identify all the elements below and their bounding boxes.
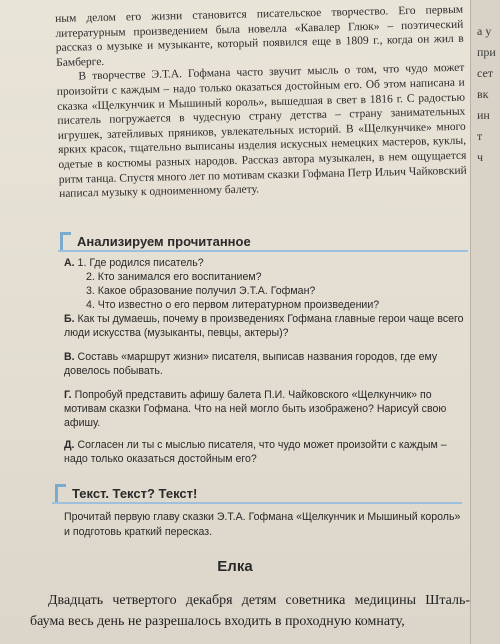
facing-page-edge <box>470 0 500 644</box>
question-b <box>64 312 464 340</box>
section-title: Текст. Текст? Текст! <box>72 486 198 501</box>
question-letter: А. <box>64 257 75 269</box>
section-bracket-icon <box>55 484 66 503</box>
question-a2: 2. Кто занимался его воспитанием? <box>86 271 262 283</box>
section-heading-analysis <box>60 232 460 251</box>
section-bracket-icon <box>60 232 71 251</box>
edge-fragment: при <box>477 45 496 59</box>
question-letter: Г. <box>64 389 72 401</box>
reading-task: Прочитай первую главу сказки Э.Т.А. Гофмана «Щелкунчик и Мышиный король» и подготовь краткий пересказ. <box>64 511 461 538</box>
edge-fragment: вк <box>477 87 489 101</box>
question-a <box>64 256 464 312</box>
question-letter: Д. <box>64 439 75 451</box>
question-letter: Б. <box>64 313 75 325</box>
question-a4: 4. Что известно о его первом литературном произведении? <box>86 299 380 311</box>
edge-fragment: т <box>477 129 483 143</box>
section-divider <box>58 250 468 252</box>
question-d-text: Согласен ли ты с мыслью писателя, что чудо может произойти с каждым – надо только оказаться достойным его? <box>64 439 447 465</box>
question-letter: В. <box>64 351 75 363</box>
section-heading-text <box>55 484 455 503</box>
question-v-text: Составь «маршрут жизни» писателя, выписав названия городов, где ему довелось побывать. <box>64 351 438 377</box>
question-a3: 3. Какое образование получил Э.Т.А. Гофман? <box>86 285 316 297</box>
section-divider <box>52 502 462 504</box>
question-v <box>64 350 464 378</box>
question-g <box>64 388 464 430</box>
question-g-text: Попробуй представить афишу балета П.И. Чайковского «Щелкунчик» по мотивам сказки Гофмана. Что на ней могло быть изображено? Нарисуй свою афишу. <box>64 389 447 429</box>
intro-paragraph-2: В творчестве Э.Т.А. Гофмана часто звучит мысль о том, что чудо может произойти с каждым – надо только оказаться достойным его. Об этом написана и сказка «Щелкунчик и Мышиный король», вышедшая в свет в 1816 г. С радостью писатель погружается в чудесную страну детства – страну занимательных игрушек, затейливых пряников, увлекательных историй. В «Щелкунчике» много ярких красок, тщательно выписаны изделия искусных немецких мастеров, куклы, одетые в костюмы разных народов. Рассказ автора музыкален, в нем ощущается ритм танца. Спустя много лет по мотивам сказки Гофмана Петр Ильич Чайковский написал музыку к одноименному балету. <box>56 62 467 201</box>
question-b-text: Как ты думаешь, почему в произведениях Гофмана главные герои чаще всего люди искусства (музыканты, певцы, актеры)? <box>64 313 464 339</box>
edge-fragment: ин <box>477 108 490 122</box>
intro-paragraph-1: ным делом его жизни становится писательское творчество. Его первым литературным произведением была новелла «Кавалер Глюк» – поэтический рассказ о музыке и музыканте, который появился еще в 1809 г., когда он жил в Бамберге. <box>55 3 464 69</box>
question-d <box>64 438 464 466</box>
story-text: Двадцать четвертого декабря детям советника медицины Шталь-баума весь день не разрешалось входить в проходную комнату, <box>30 593 470 629</box>
intro-text <box>55 3 467 202</box>
edge-fragment: ч <box>477 150 484 164</box>
story-title: Елка <box>217 558 253 575</box>
question-a1: 1. Где родился писатель? <box>77 257 204 269</box>
edge-fragment: а у <box>477 24 492 38</box>
section-title: Анализируем прочитанное <box>77 234 251 249</box>
edge-fragment: сет <box>477 66 494 80</box>
